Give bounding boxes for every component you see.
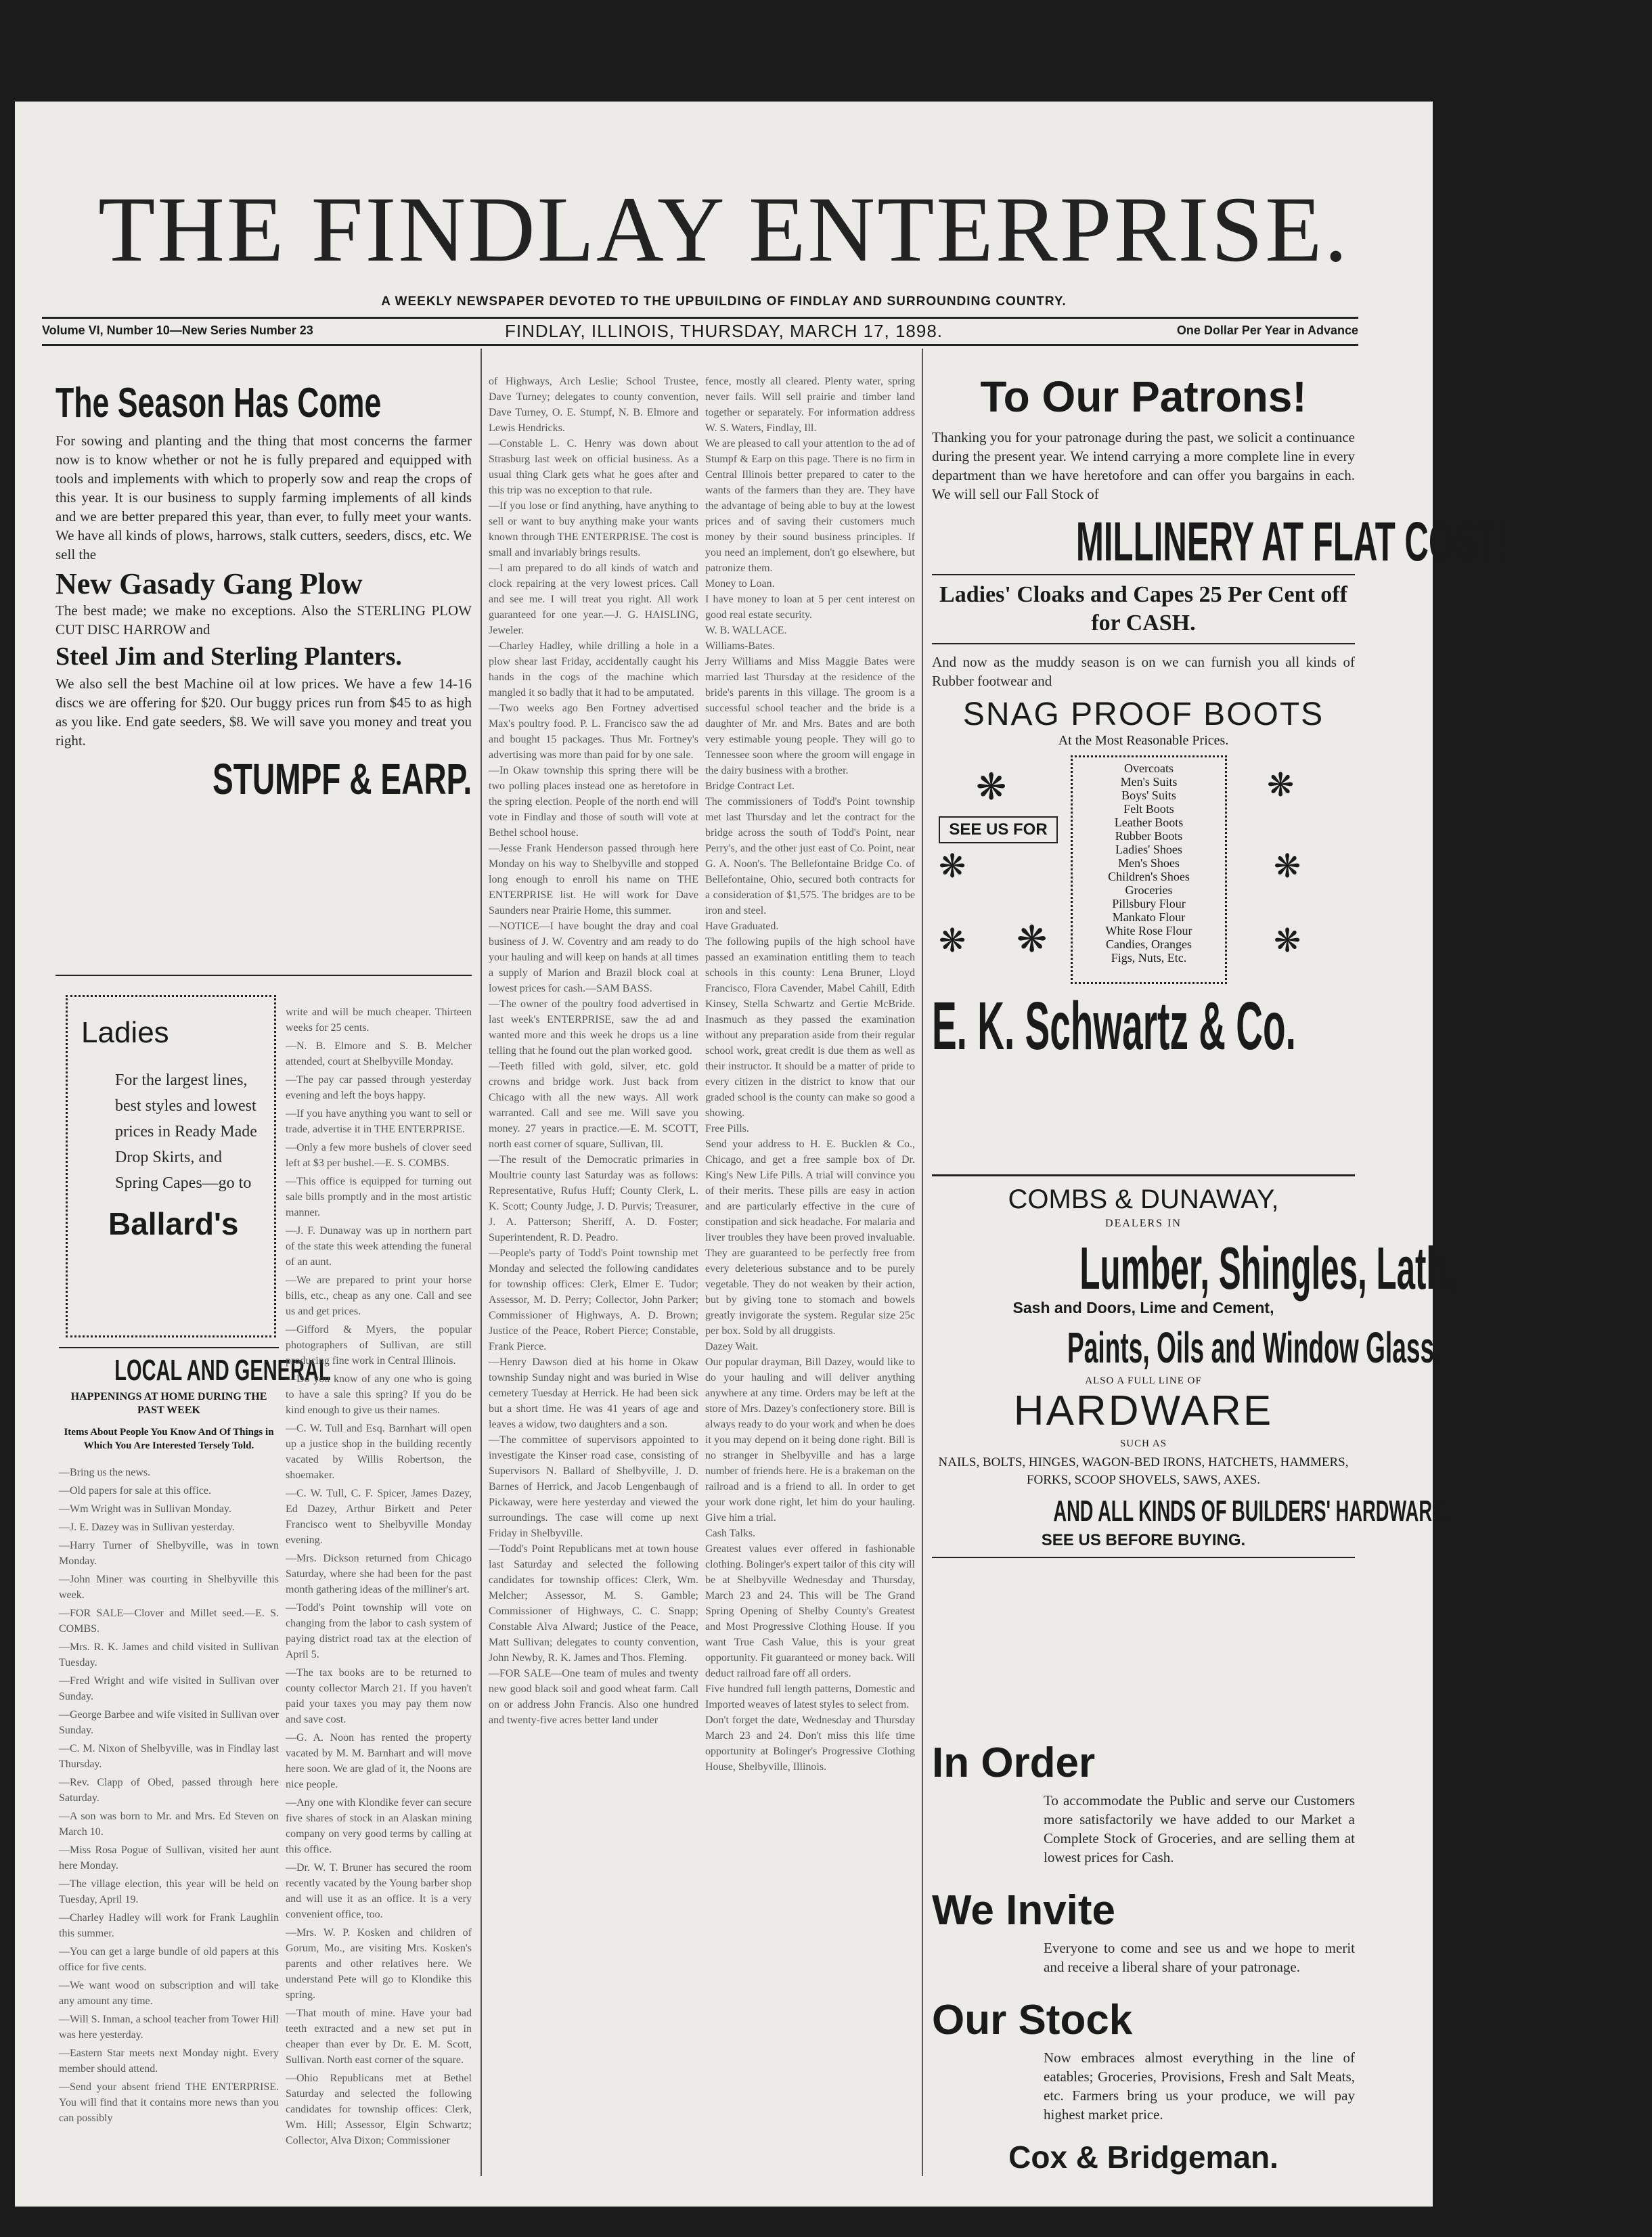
local-item: —Will S. Inman, a school teacher from Tower Hill was here yesterday. <box>59 2014 279 2041</box>
goods-item: Ladies' Shoes <box>1115 843 1182 856</box>
sash-line: Sash and Doors, Lime and Cement, <box>1012 1299 1274 1316</box>
ornament-icon: ❋ <box>939 922 966 960</box>
local-item: —Any one with Klondike fever can secure five shares of stock in an Alaskan mining company on very good terms by calling at this office. <box>286 1797 472 1855</box>
patrons-heading: To Our Patrons! <box>980 372 1307 421</box>
ballard-heading: Ladies <box>81 1016 169 1049</box>
ornament-icon: ❋ <box>1267 766 1295 804</box>
cox-bridgeman-ad <box>932 1740 1355 2175</box>
local-heading: LOCAL AND GENERAL <box>114 1354 331 1387</box>
hardware-list: NAILS, BOLTS, HINGES, WAGON-BED IRONS, HATCHETS, HAMMERS, FORKS, SCOOP SHOVELS, SAWS, AXES. <box>938 1455 1349 1487</box>
local-item: —We want wood on subscription and will take any amount any time. <box>59 1980 279 2007</box>
goods-item: Rubber Boots <box>1115 829 1183 843</box>
schwartz-ad <box>932 372 1509 1064</box>
goods-item: Children's Shoes <box>1108 870 1190 883</box>
ornament-icon: ❋ <box>1274 922 1301 960</box>
we-invite-text: Everyone to come and see us and we hope to merit and receive a liberal share of your patronage. <box>1044 1940 1355 1975</box>
ballard-body: For the largest lines, best styles and lowest prices in Ready Made Drop Skirts, and Spring Capes—go to <box>115 1071 257 1192</box>
local-item: write and will be much cheaper. Thirteen weeks for 25 cents. <box>286 1006 472 1034</box>
goods-item: Candies, Oranges <box>1106 937 1192 951</box>
local-description: Items About People You Know And Of Things in Which You Are Interested Tersely Told. <box>64 1427 274 1451</box>
local-item: —You can get a large bundle of old papers at this office for five cents. <box>59 1946 279 1973</box>
masthead-title: THE FINDLAY ENTERPRISE. <box>98 177 1349 281</box>
local-item: —C. W. Tull, C. F. Spicer, James Dazey, Ed Dazey, Arthur Birkett and Peter Francisco went to Shelbyville Monday evening. <box>286 1488 472 1546</box>
local-item: —Do you know of any one who is going to have a sale this spring? If you do be kind enough to give us their names. <box>286 1373 472 1416</box>
local-item: —George Barbee and wife visited in Sullivan over Sunday. <box>59 1709 279 1736</box>
local-item: —Miss Rosa Pogue of Sullivan, visited her aunt here Monday. <box>59 1844 279 1871</box>
local-item: —J. E. Dazey was in Sullivan yesterday. <box>59 1522 235 1533</box>
local-item: —Rev. Clapp of Obed, passed through here Saturday. <box>59 1777 279 1804</box>
ornament-icon: ❋ <box>1017 918 1048 960</box>
goods-item: Boys' Suits <box>1121 789 1176 802</box>
local-item: —If you have anything you want to sell or trade, advertise it in THE ENTERPRISE. <box>286 1108 472 1135</box>
see-us-for: SEE US FOR <box>939 816 1058 843</box>
also-line: ALSO A FULL LINE OF <box>1085 1375 1202 1386</box>
local-item: —Fred Wright and wife visited in Sullivan over Sunday. <box>59 1675 279 1702</box>
combs-name: COMBS & DUNAWAY, <box>1008 1184 1279 1214</box>
column-rule <box>481 349 482 2176</box>
local-item: —Old papers for sale at this office. <box>59 1485 211 1497</box>
local-item: —This office is equipped for turning out sale bills promptly and in the most artistic manner. <box>286 1176 472 1218</box>
stumpf-intro: For sowing and planting and the thing that most concerns the farmer now is to know whether or not he is fully prepared and equipped with tools and implements with which to properly sow and reap the crops of this year. It is our business to supply farming implements of all kinds and we are better prepared this year, than ever, to fully meet your wants. We have all kinds of plows, harrows, stalk cutters, seeders, discs, etc. We sell the <box>55 433 472 562</box>
local-item: —G. A. Noon has rented the property vacated by M. M. Barnhart and will move here soon. We are glad of it, the Noons are nice people. <box>286 1732 472 1790</box>
schwartz-firm-name: E. K. Schwartz & Co. <box>932 988 1296 1064</box>
local-and-general <box>59 1347 331 2126</box>
news-column-right: fence, mostly all cleared. Plenty water, spring never fails. Will sell prairie and timber land together or separately. For information address W. S. Waters, Findlay, Ill. We are pleased to call your attention to the ad of Stumpf & Earp on this page. There is no firm in Central Illinois better prepared to cater to the wants of the farmers than they are. They have the advantage of being able to buy at the lowest prices and of saving their customers much money by their sound business principles. If you need an implement, don't go elsewhere, but patronize them. Money to Loan. I have money to loan at 5 per cent interest on good real estate security. W. B. WALLACE. Williams-Bates. Jerry Williams and Miss Maggie Bates were married last Thursday at the residence of the bride's parents in this village. The groom is a successful school teacher and the bride is a daughter of Mr. and Mrs. Bates and are both very estimable young people. They will go to Tennessee soon where the groom will engage in the dairy business with a brother. Bridge Contract Let. The commissioners of Todd's Point township met last Thursday and let the contract for the bridge across the south of Todd's Point, near Perry's, and the other just east of Co. Point, near G. A. Noon's. The Bellefontaine Bridge Co. of Bellefontaine, Ohio, secured both contracts for a consideration of $1,575. The bridges are to be iron and steel. Have Graduated. The following pupils of the high school have passed an examination entitling them to teach schools in this county: Lena Bruner, Lloyd Francisco, Flora Cavender, Mabel Cahill, Edith Kinsey, Stella Schwartz and Gertie McBride. Inasmuch as they passed the examination without any preparation aside from their regular school work, great credit is due them as well as their instructor. It should be a matter of pride to every citizen in the district to know that our graded school is the county can make so good a showing. Free Pills. Send your address to H. E. Bucklen & Co., Chicago, and get a free sample box of Dr. King's New Life Pills. A trial will convince you of their merits. These pills are easy in action and are particularly effective in the cure of constipation and sick headache. For malaria and liver troubles they have been proved invaluable. They are guaranteed to be perfectly free from every deleterious substance and to be purely vegetable. They do not weaken by their action, but by giving tone to stomach and bowels greatly invigorate the system. Regular size 25c per box. Sold by all druggists. Dazey Wait. Our popular drayman, Bill Dazey, would like to do your hauling and will deliver anything anywhere at any time. Orders may be left at the store of Mrs. Dazey's confectionery store. Bill is always ready to do your work and when he does it you may depend on it being done right. Bill is no stranger in Shelbyville and has a large number of friends here. He is a brakeman on the railroad and is a friend to all. In order to get your work done right, let him do your hauling. Give him a trial. Cash Talks. Greatest values ever offered in fashionable clothing. Bolinger's expert tailor of this city will be at Shelbyville Wednesday and Thursday, March 23 and 24. This will be The Grand Spring Opening of Shelby County's Greatest and Most Progressive Clothing House. If you want True Cash Value, this is your great opportunity. Fit guaranteed or money back. Will deduct railroad fare off all orders. Five hundred full length patterns, Domestic and Imported weaves of latest styles to select from. Don't forget the date, Wednesday and Thursday March 23 and 24. Don't miss this life time opportunity at Bolinger's Progressive Clothing House, Shelbyville, Illinois. <box>705 376 915 1773</box>
ad-separator <box>55 975 472 976</box>
combs-dunaway-ad <box>932 1174 1456 1558</box>
goods-item: Groceries <box>1125 883 1173 897</box>
planters-heading: Steel Jim and Sterling Planters. <box>55 642 402 671</box>
cloaks-heading: Ladies' Cloaks and Capes 25 Per Cent off for CASH. <box>939 582 1347 636</box>
in-order-text: To accommodate the Public and serve our Customers more satisfactorily we have added to our Market a Complete Stock of Groceries, and are selling them at lowest prices for Cash. <box>1044 1792 1355 1865</box>
local-item: —C. M. Nixon of Shelbyville, was in Findlay last Thursday. <box>59 1743 279 1770</box>
local-item: —That mouth of mine. Have your bad teeth extracted and a new set put in cheaper than ever by Dr. E. M. Scott, Sullivan. North east corner of the square. <box>286 2008 472 2066</box>
gang-plow-heading: New Gasady Gang Plow <box>55 567 363 600</box>
local-item: —A son was born to Mr. and Mrs. Ed Steven on March 10. <box>59 1811 279 1838</box>
local-item: —Mrs. W. P. Kosken and children of Gorum, Mo., are visiting Mrs. Kosken's parents and other relatives here. We understand Pete will go to Klondike this spring. <box>286 1927 472 2001</box>
volume-number: Volume VI, Number 10—New Series Number 23 <box>42 324 313 337</box>
local-item: —Harry Turner of Shelbyville, was in town Monday. <box>59 1540 279 1567</box>
local-item: —We are prepared to print your horse bills, etc., cheap as any one. Call and see us and get prices. <box>286 1275 472 1317</box>
muddy-season-text: And now as the muddy season is on we can furnish you all kinds of Rubber footwear and <box>932 654 1355 689</box>
ornament-icon: ❋ <box>1274 847 1301 885</box>
hardware-heading: HARDWARE <box>1013 1388 1274 1434</box>
local-item: —FOR SALE—Clover and Millet seed.—E. S. COMBS. <box>59 1608 279 1635</box>
local-item: —Eastern Star meets next Monday night. Every member should attend. <box>59 2047 279 2075</box>
local-item: —Ohio Republicans met at Bethel Saturday and selected the following candidates for township offices: Clerk, Wm. Hill; Assessor, Elgin Schwartz; Collector, Alva Dixon; Commissioner <box>286 2073 472 2146</box>
goods-item: Figs, Nuts, Etc. <box>1111 951 1187 965</box>
local-item: —Wm Wright was in Sullivan Monday. <box>59 1503 231 1515</box>
goods-item: Men's Shoes <box>1118 856 1180 870</box>
news-column-center: of Highways, Arch Leslie; School Trustee, Dave Turney; delegates to county convention, Dave Turney, O. E. Stumpf, N. B. Elmore and Lewis Hendricks. —Constable L. C. Henry was down about Strasburg last week on official business. As a usual thing Clark gets what he goes after and this trip was no exception to that rule. —If you lose or find anything, have anything to sell or want to buy anything make your wants known through THE ENTERPRISE. The cost is small and invariably brings results. —I am prepared to do all kinds of watch and clock repairing at the very lowest prices. Call and see me. I will treat you right. All work guaranteed for one year.—J. G. HAISLING, Jeweler. —Charley Hadley, while drilling a hole in a plow shear last Friday, accidentally caught his hands in the cogs of the machine which mangled it so badly that it had to be amputated. —Two weeks ago Ben Fortney advertised Max's poultry food. P. L. Francisco saw the ad and bought 15 packages. Thus Mr. Fortney's advertising was more than paid for by one sale. —In Okaw township this spring there will be two polling places instead one as heretofore in the spring election. People of the north end will vote in Findlay and those of south will vote at Bethel school house. —Jesse Frank Henderson passed through here Monday on his way to Shelbyville and stopped long enough to enroll his name on THE ENTERPRISE list. He will work for Dave Saunders near Prairie Home, this summer. —NOTICE—I have bought the dray and coal business of J. W. Coventry and am ready to do your hauling and will keep on hands at all times a supply of Marion and Brazil block coal at lowest prices for cash.—SAM BASS. —The owner of the poultry food advertised in last week's ENTERPRISE, saw the ad and wanted more and this week he drops us a line telling that he found out the plan worked good. —Teeth filled with gold, silver, etc. gold crowns and bridge work. Just back from Chicago with all the new ways. All work warranted. Call and see me. Will save you money. 27 years in practice.—E. M. SCOTT, north east corner of square, Sullivan, Ill. —The result of the Democratic primaries in Moultrie county last Saturday was as follows: Representative, Rufus Huff; County Clerk, L. K. Scott; County Judge, J. D. Purvis; Treasurer, J. A. Patterson; Sheriff, A. D. Foster; Superintendent, R. D. Peadro. —People's party of Todd's Point township met Monday and selected the following candidates for township offices: Clerk, Elmer E. Tudor; Assessor, M. D. Perry; Collector, John Parker; Commissioner of Highways, A. D. Brown; Justice of the Peace, Robert Pierce; Constable, Frank Pierce. —Henry Dawson died at his home in Okaw township Sunday night and was buried in Wise cemetery Tuesday at Herrick. He had been sick but a short time. He was 41 years of age and leaves a widow, two daughters and a son. —The committee of supervisors appointed to investigate the Kinser road case, consisting of Supervisors N. Ballard of Shelbyville, J. D. Barnes of Herrick, and Jacob Lengenbaugh of Pickaway, were here yesterday and viewed the surroundings. The case will come up next Friday in Shelbyville. —Todd's Point Republicans met at town house last Saturday and selected the following candidates for township offices: Clerk, Wm. Melcher; Assessor, M. S. Gamble; Commissioner of Highways, C. C. Snapp; Constable Alva Alward; Justice of the Peace, Matt Sullivan; delegates to county convention, John Newby, R. K. James and Thos. Fleming. —FOR SALE—One team of mules and twenty new good black soil and good wheat farm. Call on or address John Francis. Also one hundred and twenty-five acres better land under <box>489 376 698 1726</box>
masthead-subtitle: A WEEKLY NEWSPAPER DEVOTED TO THE UPBUILDING OF FINDLAY AND SURROUNDING COUNTRY. <box>381 294 1067 309</box>
goods-item: Overcoats <box>1124 761 1174 775</box>
such-as: SUCH AS <box>1119 1438 1167 1449</box>
ornament-icon: ❋ <box>939 847 966 885</box>
newspaper-page <box>15 102 1509 2207</box>
goods-item: Pillsbury Flour <box>1112 897 1186 910</box>
local-item: —Todd's Point township will vote on changing from the labor to cash system of paying district road tax at the election of April 5. <box>286 1602 472 1660</box>
local-item: —The tax books are to be returned to county collector March 21. If you haven't paid your taxes you may pay them now and save cost. <box>286 1667 472 1725</box>
local-item: —Mrs. R. K. James and child visited in Sullivan Tuesday. <box>59 1641 279 1668</box>
goods-item: Men's Suits <box>1120 775 1178 789</box>
dateline: FINDLAY, ILLINOIS, THURSDAY, MARCH 17, 1898. <box>504 321 943 341</box>
ornament-icon: ❋ <box>976 766 1007 808</box>
local-item: —John Miner was courting in Shelbyville this week. <box>59 1574 279 1601</box>
local-item: —The village election, this year will be held on Tuesday, April 19. <box>59 1878 279 1905</box>
millinery-heading: MILLINERY AT FLAT COST! <box>1075 511 1509 573</box>
in-order-heading: In Order <box>932 1740 1096 1786</box>
local-item: —Bring us the news. <box>59 1467 151 1478</box>
local-items-list <box>59 1465 279 2126</box>
local-item: —C. W. Tull and Esq. Barnhart will open up a justice shop in the building recently vacated by Willis Robertson, the shoemaker. <box>286 1423 472 1481</box>
season-headline: The Season Has Come <box>55 380 382 426</box>
oil-text: We also sell the best Machine oil at low prices. We have a few 14-16 discs we are offering for $20. Our buggy prices run from $45 to as high as you like. End gate seeders, $8. We will save you money and treat you right. <box>55 675 472 749</box>
subscription-price: One Dollar Per Year in Advance <box>1176 324 1358 337</box>
local-column-continued <box>286 1002 472 2148</box>
local-item: —Send your absent friend THE ENTERPRISE. You will find that it contains more news than you can possibly <box>59 2081 279 2124</box>
builders-hardware: AND ALL KINDS OF BUILDERS' HARDWARE. <box>1053 1494 1450 1528</box>
snag-proof-boots: SNAG PROOF BOOTS <box>962 696 1324 732</box>
cox-bridgeman-signature: Cox & Bridgeman. <box>1008 2140 1278 2175</box>
local-item: —The pay car passed through yesterday evening and left the boys happy. <box>286 1074 472 1101</box>
local-item: —Mrs. Dickson returned from Chicago Saturday, where she had been for the past month gathering ideas of the milliner's art. <box>286 1553 472 1595</box>
we-invite-heading: We Invite <box>932 1887 1116 1934</box>
local-item: —Gifford & Myers, the popular photographers of Sullivan, are still producing fine work in Central Illinois. <box>286 1324 472 1367</box>
goods-item: Mankato Flour <box>1112 910 1186 924</box>
lumber-heading: Lumber, Shingles, Lath, <box>1079 1235 1456 1302</box>
see-us-before-buying: SEE US BEFORE BUYING. <box>1041 1531 1246 1549</box>
local-item: —N. B. Elmore and S. B. Melcher attended, court at Shelbyville Monday. <box>286 1040 472 1067</box>
ballard-store: Ballard's <box>108 1206 239 1241</box>
paints-heading: Paints, Oils and Window Glass. <box>1067 1323 1442 1372</box>
combs-dealers: DEALERS IN <box>1105 1218 1182 1229</box>
masthead-rule-top <box>42 317 1358 319</box>
local-item: —J. F. Dunaway was up in northern part of the state this week attending the funeral of an aunt. <box>286 1225 472 1268</box>
stumpf-earp-ad <box>55 379 472 804</box>
goods-item: White Rose Flour <box>1105 924 1192 937</box>
stumpf-earp-signature: STUMPF & EARP. <box>212 755 472 803</box>
goods-list-box <box>1071 755 1227 984</box>
local-subheading: HAPPENINGS AT HOME DURING THE PAST WEEK <box>70 1391 267 1416</box>
goods-item: Leather Boots <box>1114 816 1184 829</box>
plow-text: The best made; we make no exceptions. Also the STERLING PLOW CUT DISC HARROW and <box>55 602 472 638</box>
boots-subline: At the Most Reasonable Prices. <box>1058 733 1229 748</box>
ballard-ad-box <box>66 995 276 1337</box>
goods-item: Felt Boots <box>1123 802 1174 816</box>
local-item: —Only a few more bushels of clover seed left at $3 per bushel.—E. S. COMBS. <box>286 1142 472 1169</box>
our-stock-text: Now embraces almost everything in the line of eatables; Groceries, Provisions, Fresh and Salt Meats, etc. Farmers bring us your produce, we will pay highest market price. <box>1044 2050 1355 2123</box>
masthead-rule-bottom <box>42 344 1358 346</box>
local-item: —Dr. W. T. Bruner has secured the room recently vacated by the Young barber shop and will use it as an office. It is a very convenient office, too. <box>286 1862 472 1920</box>
patrons-body: Thanking you for your patronage during the past, we solicit a continuance during the present year. We intend carrying a more complete line in every department than we have heretofore and can offer you bargains in each. We will sell our Fall Stock of <box>932 429 1355 502</box>
local-item: —Charley Hadley will work for Frank Laughlin this summer. <box>59 1912 279 1939</box>
column-rule <box>922 349 923 2176</box>
our-stock-heading: Our Stock <box>932 1997 1133 2043</box>
